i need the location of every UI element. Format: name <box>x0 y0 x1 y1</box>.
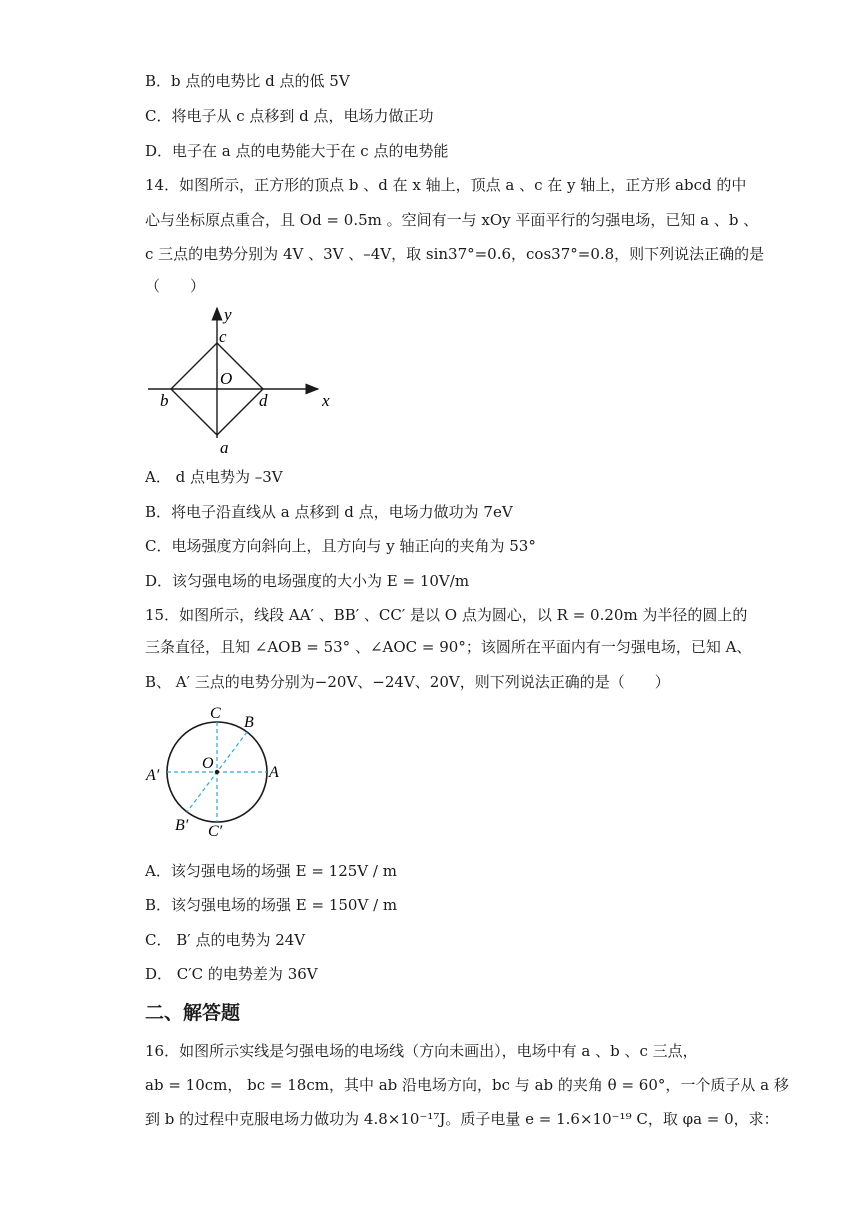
option-b-line: B．b 点的电势比 d 点的低 5V <box>145 72 350 90</box>
center-point <box>215 770 219 774</box>
q14-option-c: C．电场强度方向斜向上，且方向与 y 轴正向的夹角为 53° <box>145 537 536 555</box>
o-label: O <box>220 369 233 388</box>
q14-text-4: （ ） <box>145 277 206 295</box>
q14-figure <box>140 300 340 465</box>
x-label: x <box>322 391 330 410</box>
o-label: O <box>202 755 214 772</box>
q15-figure <box>140 700 300 845</box>
q15-option-c: C． B′ 点的电势为 24V <box>145 931 306 949</box>
d-label: d <box>259 391 268 410</box>
y-label: y <box>224 305 232 324</box>
b-label: B <box>244 714 254 731</box>
c-label: c <box>219 327 227 346</box>
c-prime-label: C′ <box>208 823 223 840</box>
b-prime-label: B′ <box>175 817 189 834</box>
c-label: C <box>210 705 221 722</box>
a-label: A <box>269 764 279 781</box>
q16-text-1: 16．如图所示实线是匀强电场的电场线（方向未画出），电场中有 a 、b 、c 三点， <box>145 1042 698 1060</box>
q16-text-3: 到 b 的过程中克服电场力做功为 4.8×10⁻¹⁷J。质子电量 e = 1.6×10⁻¹⁹ C，取 φa = 0，求： <box>145 1110 779 1128</box>
q14-option-a: A． d 点电势为 –3V <box>145 468 283 486</box>
q14-text-1: 14．如图所示，正方形的顶点 b 、d 在 x 轴上，顶点 a 、c 在 y 轴上，正方形 abcd 的中 <box>145 176 747 194</box>
q15-option-d: D． C′C 的电势差为 36V <box>145 965 318 983</box>
q14-option-d: D．该匀强电场的电场强度的大小为 E = 10V/m <box>145 572 470 590</box>
q15-text-1: 15．如图所示，线段 AA′ 、BB′ 、CC′ 是以 O 点为圆心，以 R = 0.20m 为半径的圆上的 <box>145 606 748 624</box>
q15-text-2: 三条直径，且知 ∠AOB = 53° 、∠AOC = 90°；该圆所在平面内有一匀强电场，已知 A、 <box>145 638 752 656</box>
a-label: a <box>220 438 229 457</box>
q14-text-2: 心与坐标原点重合，且 Od = 0.5m 。空间有一与 xOy 平面平行的匀强电场，已知 a 、b 、 <box>145 211 759 229</box>
q15-option-a: A．该匀强电场的场强 E = 125V / m <box>145 862 397 880</box>
q16-text-2: ab = 10cm， bc = 18cm，其中 ab 沿电场方向，bc 与 ab 的夹角 θ = 60°，一个质子从 a 移 <box>145 1076 789 1094</box>
option-c-line: C．将电子从 c 点移到 d 点，电场力做正功 <box>145 107 434 125</box>
section-heading: 二、解答题 <box>145 1002 241 1024</box>
q15-text-3: B、 A′ 三点的电势分别为−20V、−24V、20V，则下列说法正确的是（ ） <box>145 673 670 691</box>
option-d-line: D．电子在 a 点的电势能大于在 c 点的电势能 <box>145 142 449 160</box>
q15-option-b: B．该匀强电场的场强 E = 150V / m <box>145 896 398 914</box>
q14-option-b: B．将电子沿直线从 a 点移到 d 点，电场力做功为 7eV <box>145 503 513 521</box>
a-prime-label: A′ <box>146 767 160 784</box>
q14-text-3: c 三点的电势分别为 4V 、3V 、–4V，取 sin37°=0.6，cos37°=0.8，则下列说法正确的是 <box>145 245 765 263</box>
b-label: b <box>160 391 169 410</box>
